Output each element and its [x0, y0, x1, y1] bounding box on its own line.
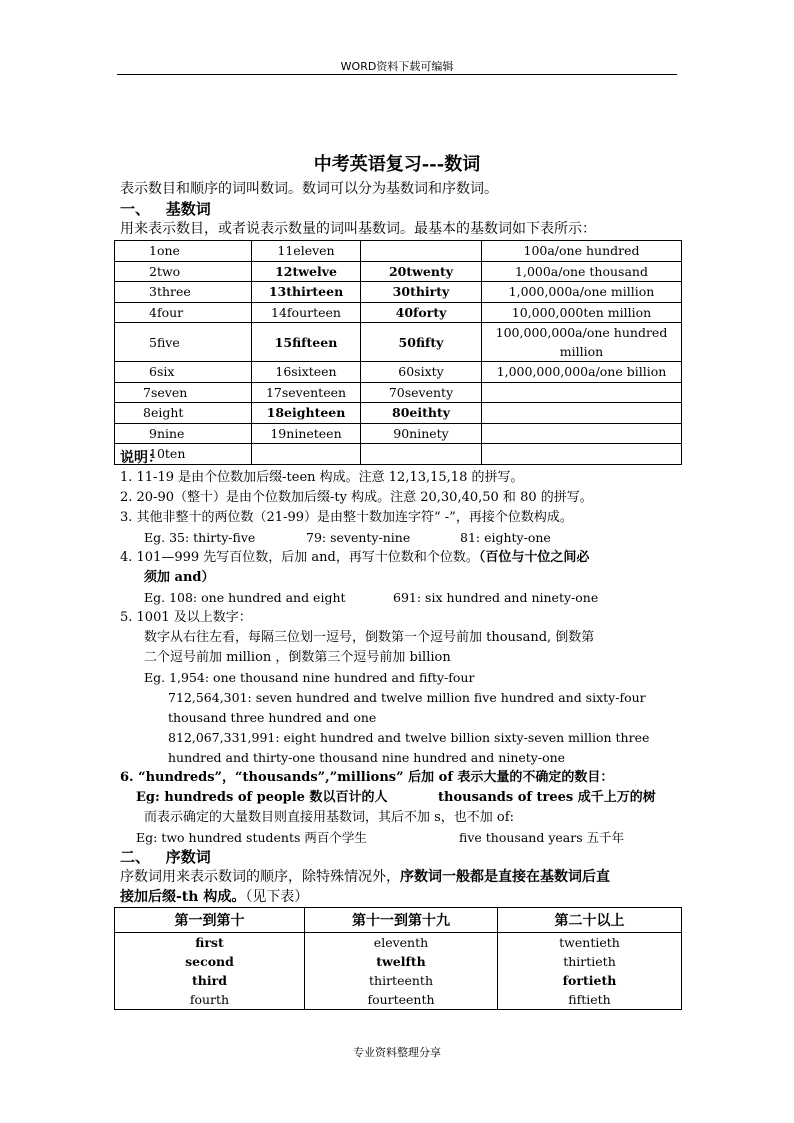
table-cell: second: [115, 952, 305, 971]
table-cell: 100,000,000a/one hundred million: [482, 323, 682, 362]
table-cell: 5five: [115, 323, 252, 362]
note-5: 5. 1001 及以上数字：: [120, 610, 252, 625]
note-4-example-2: 691: six hundred and ninety-one: [393, 590, 599, 605]
table-row: [115, 323, 682, 362]
table-cell: 60sixty: [361, 362, 482, 383]
page-header: WORD资料下载可编辑: [340, 60, 454, 73]
table-cell: 1,000a/one thousand: [482, 261, 682, 282]
table-cell: [482, 403, 682, 424]
note-5-example-2a: 712,564,301: seven hundred and twelve million five hundred and sixty-four: [168, 690, 646, 705]
table-cell: 18eighteen: [252, 403, 361, 424]
note-5-line-2: 二个逗号前加 million ，倒数第三个逗号前加 billion: [144, 650, 451, 665]
table-row: [115, 382, 682, 403]
table-row: [115, 444, 682, 465]
table-cell: 14fourteen: [252, 302, 361, 323]
table-cell: [361, 241, 482, 262]
table-row: [115, 423, 682, 444]
ordinal-header-3: 第二十以上: [498, 908, 682, 933]
note-5-example-2b: thousand three hundred and one: [168, 710, 377, 725]
table-cell: 1,000,000a/one million: [482, 282, 682, 303]
section-1-number: 一、: [120, 200, 151, 218]
note-3-example-3: 81: eighty-one: [460, 530, 551, 545]
table-cell: 12twelve: [252, 261, 361, 282]
table-cell: twentieth: [498, 933, 682, 953]
cardinal-table: [114, 240, 682, 465]
table-row: [115, 261, 682, 282]
section-2-number: 二、: [120, 848, 151, 866]
table-cell: 40forty: [361, 302, 482, 323]
table-cell: 16sixteen: [252, 362, 361, 383]
table-cell: 70seventy: [361, 382, 482, 403]
table-cell: third: [115, 971, 305, 990]
section-2-text: 序数词用来表示数词的顺序，除特殊情况外，: [120, 869, 400, 885]
note-4-text: 4. 101—999 先写百位数，后加 and，再写十位数和个位数。: [120, 550, 479, 565]
note-4-example-1: Eg. 108: one hundred and eight: [144, 590, 346, 605]
table-cell: 2two: [115, 261, 252, 282]
ordinal-header-2: 第十一到第十九: [305, 908, 498, 933]
section-2-line-2: [120, 887, 308, 907]
ordinal-table: [114, 907, 682, 1010]
table-cell: 11eleven: [252, 241, 361, 262]
note-4-continued: 须加 and）: [144, 570, 215, 585]
ordinal-header-1: 第一到第十: [115, 908, 305, 933]
table-cell: 20twenty: [361, 261, 482, 282]
table-row: [115, 302, 682, 323]
table-cell: [361, 444, 482, 465]
table-cell: fourth: [115, 990, 305, 1010]
note-5-example-1: Eg. 1,954: one thousand nine hundred and fifty-four: [144, 670, 475, 685]
table-cell: [482, 382, 682, 403]
section-2-see-below: （见下表）: [245, 889, 309, 905]
table-cell: 4four: [115, 302, 252, 323]
table-cell: 50fifty: [361, 323, 482, 362]
table-cell: 7seven: [115, 382, 252, 403]
table-cell: 8eight: [115, 403, 252, 424]
table-cell: fiftieth: [498, 990, 682, 1010]
section-1-text: 用来表示数目，或者说表示数量的词叫基数词。最基本的基数词如下表所示：: [120, 221, 596, 237]
table-row: [115, 282, 682, 303]
table-cell: thirtieth: [498, 952, 682, 971]
table-cell: 6six: [115, 362, 252, 383]
note-2: 2. 20-90（整十）是由个位数加后缀-ty 构成。注意 20,30,40,50 和 80 的拼写。: [120, 490, 593, 505]
section-2-emphasis-2: 接加后缀-th 构成。: [120, 889, 246, 905]
table-cell: twelfth: [305, 952, 498, 971]
note-4: [120, 548, 589, 568]
table-row: [115, 241, 682, 262]
note-5-example-3b: hundred and thirty-one thousand nine hundred and ninety-one: [168, 750, 566, 765]
table-cell: [252, 444, 361, 465]
table-cell: 13thirteen: [252, 282, 361, 303]
note-6-example-2b: five thousand years 五千年: [459, 830, 625, 845]
table-cell: 15fifteen: [252, 323, 361, 362]
note-3-example-2: 79: seventy-nine: [306, 530, 411, 545]
table-cell: fourteenth: [305, 990, 498, 1010]
note-3-example-1: Eg. 35: thirty-five: [144, 530, 256, 545]
table-cell: 1one: [115, 241, 252, 262]
table-cell: 80eithty: [361, 403, 482, 424]
note-6-example-1a: Eg: hundreds of people 数以百计的人: [136, 790, 388, 805]
note-3: 3. 其他非整十的两位数（21-99）是由整十数加连字符“ -”，再接个位数构成。: [120, 510, 573, 525]
table-row: [115, 952, 682, 971]
table-cell: [482, 444, 682, 465]
section-2-line-1: [120, 867, 610, 887]
document-title: 中考英语复习---数词: [313, 154, 481, 175]
table-cell: eleventh: [305, 933, 498, 953]
table-cell: first: [115, 933, 305, 953]
table-cell: 10,000,000ten million: [482, 302, 682, 323]
section-1-heading: [120, 199, 211, 219]
note-6: 6. “hundreds”，“thousands”,”millions” 后加 of 表示大量的不确定的数目：: [120, 770, 614, 785]
table-cell: 100a/one hundred: [482, 241, 682, 262]
note-4-emphasis: （百位与十位之间必: [478, 550, 590, 565]
section-2-heading: [120, 847, 211, 867]
table-cell: 1,000,000,000a/one billion: [482, 362, 682, 383]
table-cell: 19nineteen: [252, 423, 361, 444]
note-1: 1. 11-19 是由个位数加后缀-teen 构成。注意 12,13,15,18 的拼写。: [120, 470, 524, 485]
table-cell: [482, 423, 682, 444]
section-2-title: 序数词: [165, 848, 211, 866]
section-1-title: 基数词: [165, 200, 211, 218]
table-row: [115, 362, 682, 383]
table-cell: thirteenth: [305, 971, 498, 990]
table-cell: 17seventeen: [252, 382, 361, 403]
table-row: [115, 971, 682, 990]
table-cell: 9nine: [115, 423, 252, 444]
note-6-example-1b: thousands of trees 成千上万的树: [438, 790, 656, 805]
table-row: [115, 403, 682, 424]
intro-text: 表示数目和顺序的词叫数词。数词可以分为基数词和序数词。: [120, 181, 498, 197]
table-cell: 90ninety: [361, 423, 482, 444]
table-cell: 3three: [115, 282, 252, 303]
page-footer: 专业资料整理分享: [353, 1046, 441, 1059]
header-rule: [117, 74, 677, 75]
table-cell: 10ten: [115, 444, 252, 465]
note-5-example-3a: 812,067,331,991: eight hundred and twelve billion sixty-seven million three: [168, 730, 650, 745]
notes-label: 说明：: [120, 450, 162, 466]
table-cell: fortieth: [498, 971, 682, 990]
note-5-line-1: 数字从右往左看，每隔三位划一逗号，倒数第一个逗号前加 thousand, 倒数第: [144, 630, 595, 645]
note-6-example-2a: Eg: two hundred students 两百个学生: [136, 830, 367, 845]
note-6-text: 而表示确定的大量数目则直接用基数词，其后不加 s，也不加 of:: [144, 810, 514, 825]
section-2-emphasis: 序数词一般都是直接在基数词后直: [400, 869, 610, 885]
table-row: [115, 933, 682, 953]
table-row: [115, 990, 682, 1010]
table-cell: 30thirty: [361, 282, 482, 303]
